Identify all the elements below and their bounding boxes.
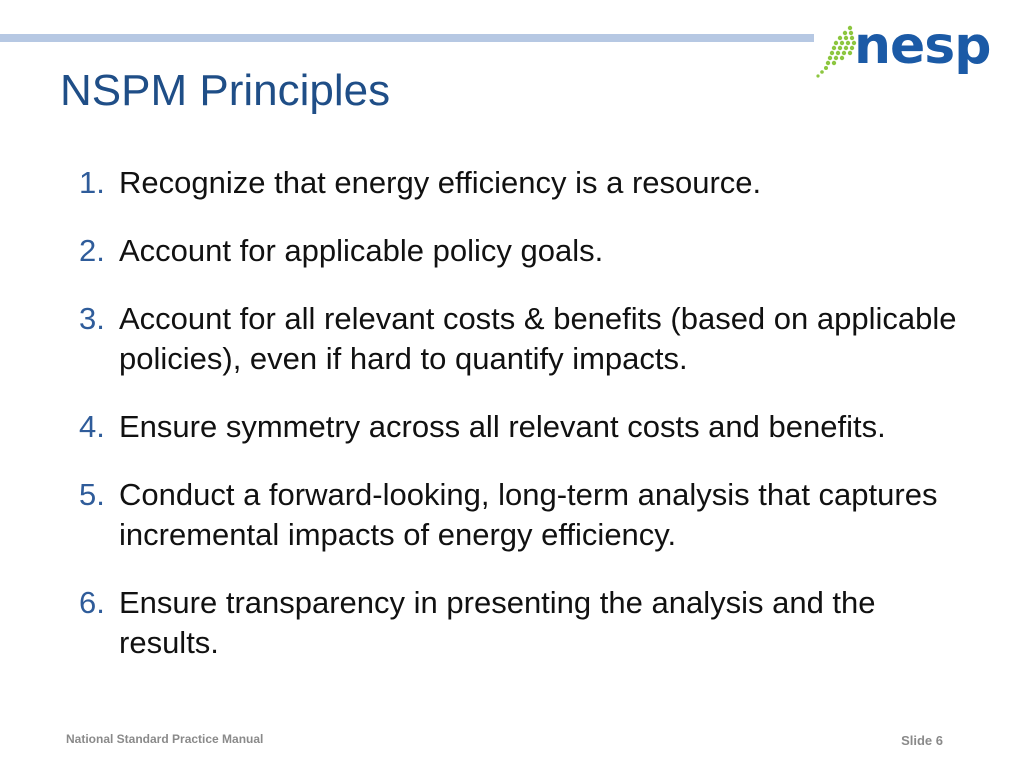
- header-rule: [0, 34, 814, 42]
- list-item-text: Conduct a forward-looking, long-term analysis that captures incremental impacts of energy efficiency.: [119, 477, 938, 552]
- list-item-number: 4.: [79, 409, 105, 444]
- footer-title: National Standard Practice Manual: [66, 732, 264, 746]
- list-item-number: 3.: [79, 301, 105, 336]
- nesp-logo: [814, 16, 994, 82]
- list-item-text: Ensure transparency in presenting the analysis and the results.: [119, 585, 876, 660]
- list-item-text: Account for all relevant costs & benefits (based on applicable policies), even if hard to quantify impacts.: [119, 301, 957, 376]
- list-item-number: 1.: [79, 165, 105, 200]
- list-item: [79, 299, 959, 379]
- list-item-text: Recognize that energy efficiency is a resource.: [119, 165, 762, 200]
- list-item: [79, 407, 959, 447]
- list-item: [79, 583, 959, 663]
- logo-text: nesp: [854, 16, 991, 76]
- list-item-text: Ensure symmetry across all relevant costs and benefits.: [119, 409, 886, 444]
- slide-number: Slide 6: [901, 733, 943, 748]
- page-title: NSPM Principles: [60, 66, 391, 115]
- list-item: [79, 163, 959, 203]
- list-item-text: Account for applicable policy goals.: [119, 233, 604, 268]
- principles-list: [79, 163, 959, 691]
- list-item-number: 6.: [79, 585, 105, 620]
- list-item: [79, 231, 959, 271]
- list-item: [79, 475, 959, 555]
- list-item-number: 2.: [79, 233, 105, 268]
- list-item-number: 5.: [79, 477, 105, 512]
